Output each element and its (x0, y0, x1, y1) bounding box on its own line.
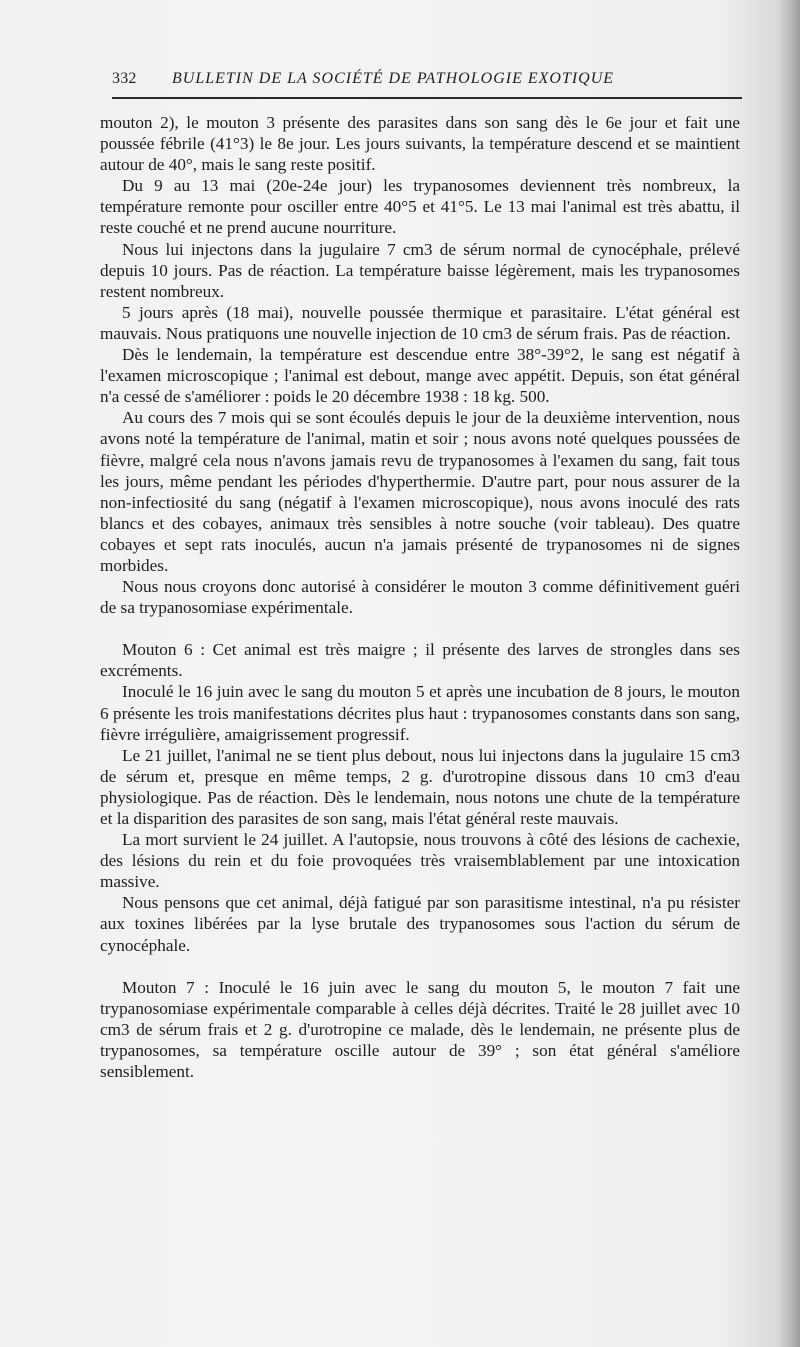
paragraph: Au cours des 7 mois qui se sont écoulés depuis le jour de la deuxième intervention, nous avons noté la température de l'animal, matin et soir ; nous avons noté quelques poussées de fièvre, malgré cela nous n'avons jamais revu de trypanosomes à l'examen du sang, fait tous les jours, même pendant les périodes d'hyperthermie. D'autre part, pour nous assurer de la non-infectiosité du sang (négatif à l'examen microscopique), nous avons inoculé des rats blancs et des cobayes, animaux très sensibles à notre souche (voir tableau). Des quatre cobayes et sept rats inoculés, aucun n'a jamais présenté de trypanosomes ni de signes morbides. (100, 408, 740, 575)
paragraph-mouton-6: Mouton 6 : Cet animal est très maigre ; il présente des larves de strongles dans ses excréments. (100, 640, 740, 681)
paragraph: Du 9 au 13 mai (20e-24e jour) les trypanosomes deviennent très nombreux, la température remonte pour osciller entre 40°5 et 41°5. Le 13 mai l'animal est très abattu, il reste couché et ne prend aucune nourriture. (100, 176, 740, 238)
paragraph: mouton 2), le mouton 3 présente des parasites dans son sang dès le 6e jour et fait une poussée fébrile (41°3) le 8e jour. Les jours suivants, la température descend et se maintient autour de 40°, mais le sang reste positif. (100, 113, 740, 175)
paragraph: 5 jours après (18 mai), nouvelle poussée thermique et parasitaire. L'état général est mauvais. Nous pratiquons une nouvelle injection de 10 cm3 de sérum frais. Pas de réaction. (100, 302, 740, 343)
article-body (100, 112, 740, 1082)
paragraph: La mort survient le 24 juillet. A l'autopsie, nous trouvons à côté des lésions de cachexie, des lésions du rein et du foie provoquées très vraisemblablement par une intoxication massive. (100, 830, 740, 892)
page-number: 332 (112, 70, 137, 87)
paragraph: Inoculé le 16 juin avec le sang du mouton 5 et après une incubation de 8 jours, le mouton 6 présente les trois manifestations décrites plus haut : trypanosomes constants dans son sang, fièvre irrégulière, amaigrissement progressif. (100, 682, 740, 744)
paragraph-mouton-7: Mouton 7 : Inoculé le 16 juin avec le sang du mouton 5, le mouton 7 fait une trypanosomiase expérimentale comparable à celles déjà décrites. Traité le 28 juillet avec 10 cm3 de sérum frais et 2 g. d'urotropine ce malade, dès le lendemain, ne présente plus de trypanosomes, sa température oscille autour de 39° ; son état général s'améliore sensiblement. (100, 977, 740, 1082)
paragraph: Le 21 juillet, l'animal ne se tient plus debout, nous lui injectons dans la jugulaire 15 cm3 de sérum et, presque en même temps, 2 g. d'urotropine dissous dans 10 cm3 d'eau physiologique. Pas de réaction. Dès le lendemain, nous notons une chute de la température et la disparition des parasites de son sang, mais l'état général reste mauvais. (100, 745, 740, 828)
paragraph: Nous nous croyons donc autorisé à considérer le mouton 3 comme définitivement guéri de sa trypanosomiase expérimentale. (100, 577, 740, 618)
page-header (112, 66, 740, 92)
header-rule (112, 97, 742, 99)
paragraph: Dès le lendemain, la température est descendue entre 38°-39°2, le sang est négatif à l'examen microscopique ; l'animal est debout, mange avec appétit. Depuis, son état général n'a cessé de s'améliorer : poids le 20 décembre 1938 : 18 kg. 500. (100, 345, 740, 407)
running-title: BULLETIN DE LA SOCIÉTÉ DE PATHOLOGIE EXOTIQUE (172, 70, 615, 87)
paragraph: Nous pensons que cet animal, déjà fatigué par son parasitisme intestinal, n'a pu résister aux toxines libérées par la lyse brutale des trypanosomes sous l'action du sérum de cynocéphale. (100, 893, 740, 955)
paragraph: Nous lui injectons dans la jugulaire 7 cm3 de sérum normal de cynocéphale, prélevé depuis 10 jours. Pas de réaction. La température baisse légèrement, mais les trypanosomes restent nombreux. (100, 239, 740, 301)
